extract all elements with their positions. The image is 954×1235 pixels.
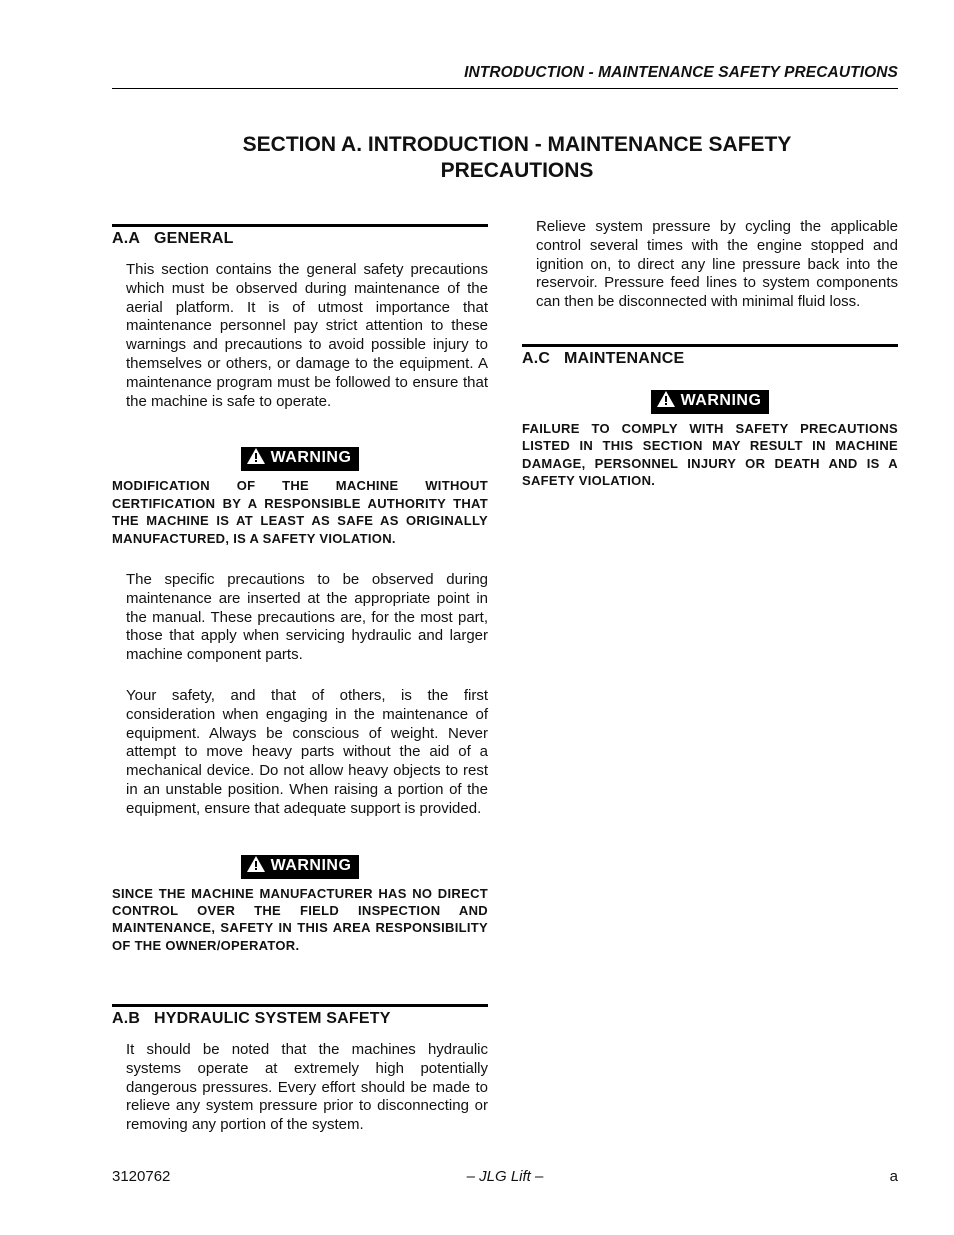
section-number: A.C	[522, 350, 551, 367]
warning-badge	[241, 447, 360, 471]
maintenance-section	[522, 344, 898, 490]
warning-badge	[241, 855, 360, 879]
general-paragraph-1: This section contains the general safety precautions which must be observed during maintenance of the aerial platform. It is of utmost importance that maintenance personnel pay strict attention to these warnings and precautions to avoid possible injury to themselves or others, or damage to the equipment. A maintenance program must be followed to ensure that the machine is safe to operate.	[126, 261, 488, 410]
warning-text-1: MODIFICATION OF THE MACHINE WITHOUT CERTIFICATION BY A RESPONSIBLE AUTHORITY THAT THE MACHINE IS AT LEAST AS SAFE AS ORIGINALLY MANUFACTURED, IS A SAFETY VIOLATION.	[112, 478, 488, 546]
footer-page-number: a	[889, 1168, 898, 1185]
hydraulic-paragraph-1: It should be noted that the machines hydraulic systems operate at extremely high potentially dangerous pressures. Every effort should be made to relieve any system pressure prior to disconnecting or removing any portion of the system.	[126, 1041, 488, 1134]
warning-box-1	[112, 447, 488, 471]
section-title-line2: PRECAUTIONS	[440, 159, 594, 182]
section-title-line1: SECTION A. INTRODUCTION - MAINTENANCE SAFETY	[242, 133, 792, 156]
hydraulic-section	[112, 1004, 488, 1135]
section-number: A.A	[112, 230, 141, 247]
section-number: A.B	[112, 1010, 141, 1027]
section-heading-text: HYDRAULIC SYSTEM SAFETY	[154, 1010, 391, 1027]
warning-box-3	[522, 390, 898, 414]
warning-triangle-icon	[247, 448, 265, 470]
running-header: INTRODUCTION - MAINTENANCE SAFETY PRECAUTIONS	[464, 64, 898, 81]
right-column	[522, 218, 898, 312]
section-heading-general	[112, 230, 488, 248]
footer-doc-number: 3120762	[112, 1168, 171, 1185]
warning-label: WARNING	[270, 856, 352, 874]
general-paragraph-2: The specific precautions to be observed during maintenance are inserted at the appropriate point in the manual. These precautions are, for the most part, those that apply when servicing hydraulic and larger machine component parts.	[126, 571, 488, 664]
warning-triangle-icon	[247, 856, 265, 878]
warning-box-2	[112, 855, 488, 879]
general-paragraph-3: Your safety, and that of others, is the first consideration when engaging in the maintenance of equipment. Always be conscious of weight. Never attempt to move heavy parts without the aid of a mechanical device. Do not allow heavy objects to rest in an unstable position. When raising a portion of the equipment, ensure that adequate support is provided.	[126, 686, 488, 817]
section-heading-maintenance	[522, 350, 898, 368]
section-rule	[112, 224, 488, 227]
hydraulic-paragraph-2: Relieve system pressure by cycling the applicable control several times with the engine stopped and ignition on, to direct any line pressure back into the reservoir. Pressure feed lines to system components can then be disconnected with minimal fluid loss.	[536, 218, 898, 311]
warning-text-3: FAILURE TO COMPLY WITH SAFETY PRECAUTIONS LISTED IN THIS SECTION MAY RESULT IN MACHINE DAMAGE, PERSONNEL INJURY OR DEATH AND IS A SAFETY VIOLATION.	[522, 421, 898, 489]
warning-label: WARNING	[680, 392, 762, 409]
section-heading-text: MAINTENANCE	[564, 350, 685, 367]
section-rule	[112, 1004, 488, 1007]
warning-triangle-icon	[657, 391, 675, 413]
footer-brand: – JLG Lift –	[466, 1168, 544, 1185]
section-rule	[522, 344, 898, 347]
section-title	[112, 132, 922, 184]
left-column	[112, 224, 488, 954]
warning-text-2: SINCE THE MACHINE MANUFACTURER HAS NO DIRECT CONTROL OVER THE FIELD INSPECTION AND MAINTENANCE, SAFETY IN THIS AREA RESPONSIBILITY OF THE OWNER/OPERATOR.	[112, 885, 488, 953]
warning-label: WARNING	[270, 449, 352, 467]
warning-badge	[651, 390, 770, 414]
section-heading-hydraulic	[112, 1010, 488, 1028]
section-heading-text: GENERAL	[154, 230, 234, 247]
header-rule	[112, 88, 898, 89]
